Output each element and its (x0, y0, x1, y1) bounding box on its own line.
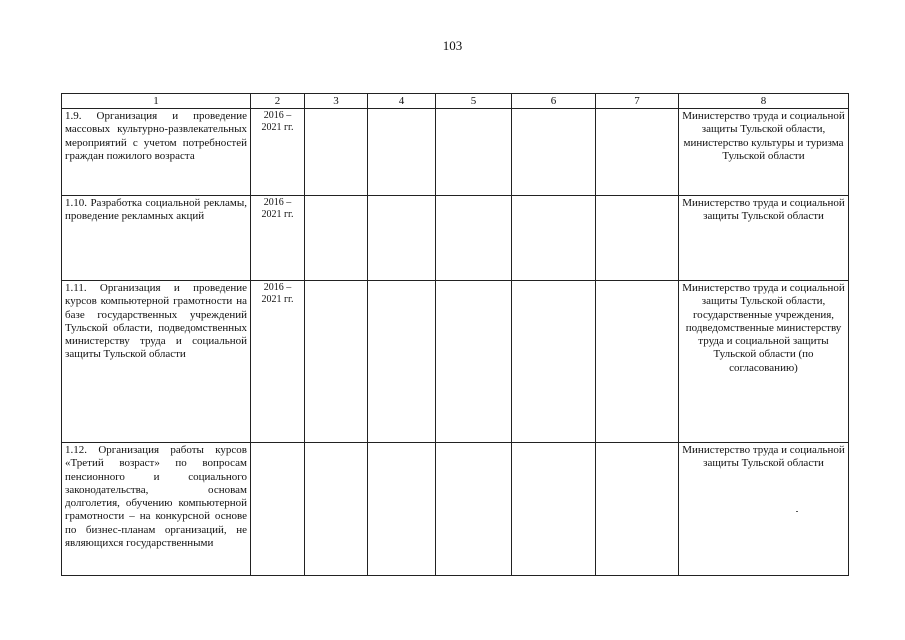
empty-cell (368, 109, 436, 196)
empty-cell (596, 109, 679, 196)
measures-table (61, 93, 849, 576)
activity-cell: 1.10. Разработка социальной рекламы, проведение рекламных акций (62, 196, 251, 281)
period-cell (251, 443, 305, 576)
executor-cell: Министерство труда и социальной защиты Тульской области, министерство культуры и туризма Тульской области (679, 109, 849, 196)
period-cell (251, 196, 305, 281)
empty-cell (512, 196, 596, 281)
activity-cell: 1.12. Организация работы курсов «Третий возраст» по вопросам пенсионного и социального законодательства, основам долголетия, обучению компьютерной грамотности – на конкурсной основе по бизнес-планам организаций, не являющихся государственными (62, 443, 251, 576)
period-text: 2016 – 2021 гг. (261, 110, 294, 133)
empty-cell (368, 281, 436, 443)
column-header-6: 6 (512, 94, 596, 109)
scan-speck (796, 511, 798, 512)
column-header-1: 1 (62, 94, 251, 109)
empty-cell (305, 443, 368, 576)
empty-cell (596, 443, 679, 576)
table-row (62, 196, 849, 281)
empty-cell (368, 196, 436, 281)
empty-cell (436, 109, 512, 196)
executor-cell: Министерство труда и социальной защиты Тульской области (679, 443, 849, 576)
header-row (62, 94, 849, 109)
executor-cell: Министерство труда и социальной защиты Тульской области, государственные учреждения, подведомственные министерству труда и социальной защиты Тульской области (по согласованию) (679, 281, 849, 443)
executor-cell: Министерство труда и социальной защиты Тульской области (679, 196, 849, 281)
empty-cell (305, 196, 368, 281)
table-row (62, 281, 849, 443)
empty-cell (512, 109, 596, 196)
empty-cell (596, 196, 679, 281)
column-header-3: 3 (305, 94, 368, 109)
column-header-2: 2 (251, 94, 305, 109)
activity-cell: 1.9. Организация и проведение массовых культурно-развлекательных мероприятий с учетом потребностей граждан пожилого возраста (62, 109, 251, 196)
empty-cell (305, 109, 368, 196)
table-row (62, 109, 849, 196)
period-cell (251, 281, 305, 443)
column-header-8: 8 (679, 94, 849, 109)
period-text: 2016 – 2021 гг. (261, 197, 294, 220)
column-header-4: 4 (368, 94, 436, 109)
period-text: 2016 – 2021 гг. (261, 282, 294, 305)
empty-cell (512, 443, 596, 576)
column-header-5: 5 (436, 94, 512, 109)
empty-cell (436, 443, 512, 576)
empty-cell (596, 281, 679, 443)
page-number: 103 (442, 38, 463, 53)
table-row (62, 443, 849, 576)
column-header-7: 7 (596, 94, 679, 109)
activity-cell: 1.11. Организация и проведение курсов компьютерной грамотности на базе государственных учреждений Тульской области, подведомственных министерству труда и социальной защиты Тульской области (62, 281, 251, 443)
empty-cell (512, 281, 596, 443)
empty-cell (436, 281, 512, 443)
empty-cell (436, 196, 512, 281)
empty-cell (368, 443, 436, 576)
period-cell (251, 109, 305, 196)
empty-cell (305, 281, 368, 443)
